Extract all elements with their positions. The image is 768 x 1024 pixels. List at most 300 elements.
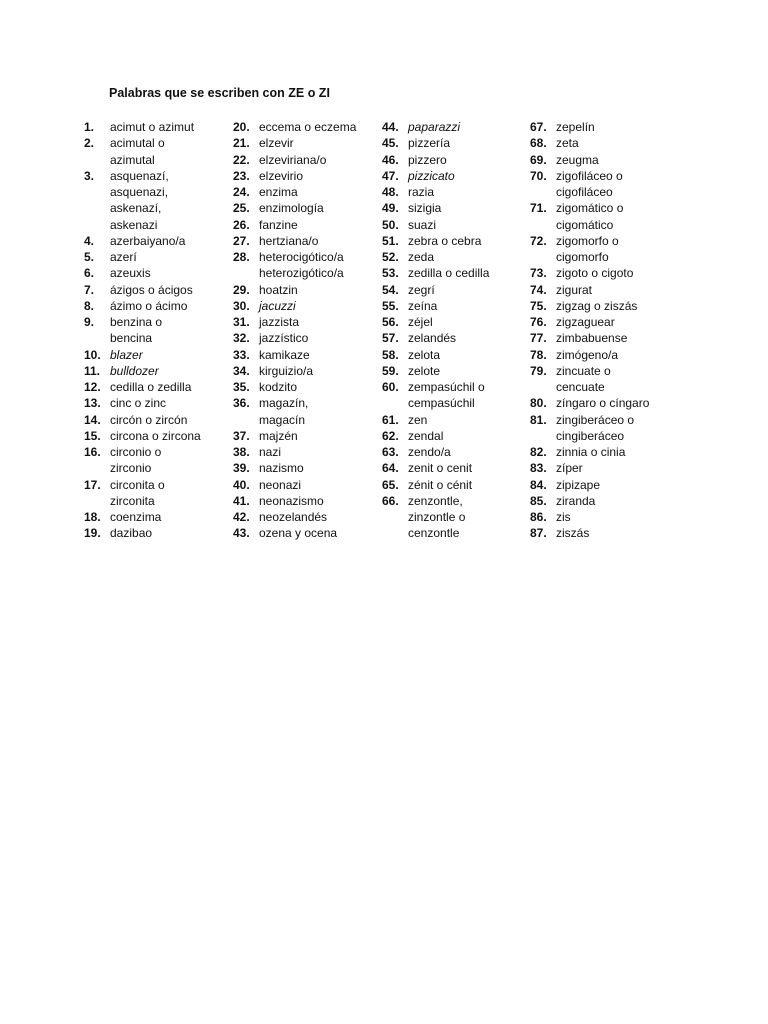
word-column-1 (84, 119, 201, 542)
item-number: 7. (84, 282, 95, 297)
list-item (382, 363, 489, 379)
word-text: pizzicato (408, 168, 455, 183)
item-number: 6. (84, 266, 95, 281)
word-text: heterocigótico/a (259, 250, 344, 264)
word-text: nazi (259, 445, 282, 459)
word-text: cempasúchil (408, 396, 475, 411)
list-item (84, 428, 201, 444)
item-words (408, 168, 455, 184)
list-item (530, 330, 649, 346)
word-text: zeugma (556, 152, 599, 167)
item-words (408, 217, 436, 233)
list-item (233, 363, 356, 379)
word-text: pizzero (408, 152, 447, 167)
item-number: 73. (530, 266, 547, 281)
item-words (556, 363, 611, 396)
item-words (110, 509, 161, 525)
list-item (233, 428, 356, 444)
list-item (382, 119, 489, 135)
word-text: kamikaze (259, 347, 310, 362)
item-words (259, 168, 303, 184)
word-text: jacuzzi (259, 298, 296, 313)
item-words (110, 363, 159, 379)
word-text: zirconio (110, 461, 152, 476)
item-words (556, 233, 619, 266)
item-number: 24. (233, 185, 250, 199)
list-item (382, 444, 489, 460)
list-item (233, 330, 356, 346)
item-number: 3. (84, 168, 95, 183)
item-number: 14. (84, 412, 101, 427)
item-words (259, 217, 298, 233)
word-text: zebra o cebra (408, 233, 482, 248)
item-words (110, 314, 162, 347)
list-item (233, 395, 356, 428)
word-text: ozena y ocena (259, 526, 338, 541)
list-item (233, 135, 356, 151)
list-item (84, 282, 201, 298)
item-number: 31. (233, 315, 250, 329)
list-item (382, 282, 489, 298)
item-words (408, 298, 437, 314)
item-words (259, 509, 327, 525)
list-item (233, 444, 356, 460)
list-item (382, 298, 489, 314)
word-text: neonazi (259, 477, 302, 492)
word-text: enzimología (259, 201, 324, 216)
word-text: zendo/a (408, 445, 451, 459)
item-number: 18. (84, 510, 101, 524)
item-number: 34. (233, 363, 250, 378)
word-text: bulldozer (110, 363, 159, 378)
list-item (84, 314, 201, 347)
word-column-2 (233, 119, 356, 542)
word-text: askenazi (110, 217, 158, 232)
item-number: 86. (530, 510, 547, 524)
item-number: 78. (530, 347, 547, 362)
item-words (556, 200, 623, 233)
item-number: 13. (84, 396, 101, 411)
word-text: cigomorfo (556, 250, 609, 264)
list-item (84, 347, 201, 363)
word-text: zelote (408, 363, 441, 378)
word-text: magacín (259, 412, 306, 427)
word-text: neonazismo (259, 493, 324, 508)
list-item (530, 363, 649, 396)
item-number: 56. (382, 315, 399, 329)
item-number: 65. (382, 477, 399, 492)
word-text: zéjel (408, 315, 433, 329)
item-words (110, 282, 193, 298)
list-item (233, 184, 356, 200)
item-number: 59. (382, 363, 399, 378)
list-item (233, 233, 356, 249)
word-text: zendal (408, 428, 444, 443)
item-number: 80. (530, 396, 547, 411)
item-number: 4. (84, 233, 95, 248)
item-number: 49. (382, 201, 399, 216)
item-words (259, 347, 310, 363)
word-text: ázimo o ácimo (110, 298, 188, 313)
word-column-4 (530, 119, 649, 542)
item-words (259, 298, 296, 314)
list-item (84, 379, 201, 395)
word-text: zinzontle o (408, 510, 466, 524)
item-words (408, 330, 456, 346)
list-item (382, 477, 489, 493)
item-number: 61. (382, 412, 399, 427)
word-text: zeína (408, 298, 438, 313)
item-number: 71. (530, 201, 547, 216)
list-item (530, 509, 649, 525)
word-text: zíngaro o cíngaro (556, 396, 650, 411)
item-number: 43. (233, 526, 250, 541)
item-number: 22. (233, 152, 250, 167)
item-number: 28. (233, 250, 250, 264)
item-words (408, 460, 472, 476)
list-item (84, 135, 201, 168)
item-words (408, 119, 460, 135)
word-text: zegrí (408, 282, 435, 297)
item-number: 51. (382, 233, 399, 248)
word-text: bencina (110, 331, 153, 346)
word-text: coenzima (110, 510, 162, 524)
list-item (84, 168, 201, 233)
item-words (110, 525, 152, 541)
word-text: dazibao (110, 526, 153, 541)
list-item (233, 314, 356, 330)
item-words (408, 249, 434, 265)
item-number: 72. (530, 233, 547, 248)
word-text: zirconita (110, 493, 155, 508)
item-number: 62. (382, 428, 399, 443)
item-number: 70. (530, 168, 547, 183)
list-item (530, 412, 649, 445)
list-item (530, 525, 649, 541)
item-number: 67. (530, 120, 547, 134)
item-number: 8. (84, 298, 95, 313)
item-number: 54. (382, 282, 399, 297)
item-number: 46. (382, 152, 399, 167)
list-item (233, 119, 356, 135)
item-number: 79. (530, 363, 547, 378)
list-item (233, 217, 356, 233)
list-item (530, 282, 649, 298)
word-text: askenazí, (110, 201, 162, 216)
word-text: razia (408, 185, 435, 199)
word-text: zimógeno/a (556, 347, 619, 362)
list-item (382, 184, 489, 200)
word-text: fanzine (259, 217, 298, 232)
item-number: 23. (233, 168, 250, 183)
word-text: magazín, (259, 396, 309, 411)
list-item (382, 233, 489, 249)
word-text: nazismo (259, 461, 304, 476)
list-item (382, 314, 489, 330)
word-text: zíper (556, 461, 583, 476)
list-item (233, 525, 356, 541)
item-words (110, 444, 161, 477)
item-number: 87. (530, 526, 547, 541)
item-words (408, 200, 441, 216)
item-number: 21. (233, 136, 250, 151)
item-words (408, 184, 434, 200)
word-text: acimutal o (110, 136, 165, 151)
word-text: zelota (408, 347, 441, 362)
list-item (84, 412, 201, 428)
list-item (530, 314, 649, 330)
list-item (233, 152, 356, 168)
list-item (530, 444, 649, 460)
word-text: asquenazí, (110, 168, 169, 183)
item-words (556, 119, 595, 135)
list-item (233, 200, 356, 216)
word-text: sizigia (408, 201, 442, 216)
item-words (259, 363, 313, 379)
list-item (530, 395, 649, 411)
item-words (259, 460, 304, 476)
item-words (259, 525, 337, 541)
item-words (408, 314, 433, 330)
item-words (110, 428, 201, 444)
word-text: zigomorfo o (556, 233, 619, 248)
item-words (408, 444, 451, 460)
word-text: eccema o eczema (259, 120, 357, 134)
item-words (408, 412, 427, 428)
word-text: hertziana/o (259, 233, 319, 248)
list-item (84, 363, 201, 379)
item-number: 10. (84, 347, 101, 362)
item-number: 30. (233, 298, 250, 313)
item-words (408, 282, 435, 298)
word-text: zis (556, 510, 571, 524)
item-number: 45. (382, 136, 399, 151)
item-number: 68. (530, 136, 547, 151)
item-words (556, 152, 599, 168)
item-words (110, 168, 169, 233)
item-number: 36. (233, 396, 250, 411)
item-number: 66. (382, 493, 399, 508)
item-number: 63. (382, 445, 399, 459)
list-item (530, 200, 649, 233)
item-number: 76. (530, 315, 547, 329)
item-words (259, 477, 301, 493)
item-words (110, 119, 194, 135)
word-text: zenit o cenit (408, 461, 473, 476)
list-item (84, 477, 201, 510)
item-number: 57. (382, 331, 399, 346)
item-words (259, 314, 299, 330)
word-text: circonio o (110, 445, 162, 459)
item-number: 55. (382, 298, 399, 313)
item-words (556, 168, 623, 201)
item-words (259, 233, 318, 249)
word-text: paparazzi (408, 120, 461, 134)
item-words (556, 444, 625, 460)
item-words (556, 493, 595, 509)
list-item (382, 428, 489, 444)
item-words (556, 525, 589, 541)
word-text: azeuxis (110, 266, 151, 281)
list-item (382, 460, 489, 476)
word-text: zénit o cénit (408, 477, 473, 492)
item-words (110, 379, 191, 395)
item-words (556, 412, 634, 445)
item-words (110, 298, 187, 314)
item-words (556, 135, 579, 151)
item-words (408, 428, 443, 444)
item-words (556, 347, 618, 363)
item-words (556, 314, 615, 330)
word-text: azimutal (110, 152, 155, 167)
list-item (233, 298, 356, 314)
list-item (233, 249, 356, 282)
word-text: elzevirio (259, 168, 304, 183)
word-text: zen (408, 412, 428, 427)
item-words (259, 379, 297, 395)
list-item (382, 135, 489, 151)
item-words (556, 330, 627, 346)
list-item (530, 460, 649, 476)
word-text: blazer (110, 347, 143, 362)
item-number: 47. (382, 168, 399, 183)
word-text: jazzístico (259, 331, 309, 346)
word-text: cencuate (556, 380, 605, 394)
list-item (382, 249, 489, 265)
item-words (259, 152, 326, 168)
item-number: 39. (233, 461, 250, 476)
item-words (408, 152, 447, 168)
item-number: 58. (382, 347, 399, 362)
item-words (110, 477, 165, 510)
word-text: zipizape (556, 477, 601, 492)
word-text: hoatzin (259, 282, 298, 297)
word-text: pizzería (408, 136, 451, 151)
list-item (233, 509, 356, 525)
item-words (556, 265, 633, 281)
word-text: zepelín (556, 120, 595, 134)
item-number: 42. (233, 510, 250, 524)
list-item (530, 347, 649, 363)
word-text: kirguizio/a (259, 363, 314, 378)
item-words (110, 265, 151, 281)
item-words (259, 119, 356, 135)
word-text: circón o zircón (110, 412, 188, 427)
word-text: azerbaiyano/a (110, 233, 186, 248)
item-number: 35. (233, 380, 250, 394)
item-words (556, 298, 637, 314)
word-text: elzevir (259, 136, 294, 151)
item-words (259, 249, 344, 282)
word-text: zigofiláceo o (556, 168, 623, 183)
word-text: zedilla o cedilla (408, 266, 490, 281)
item-words (110, 412, 187, 428)
item-words (408, 363, 440, 379)
item-words (110, 249, 137, 265)
item-number: 37. (233, 428, 250, 443)
word-text: azerí (110, 250, 137, 264)
item-number: 17. (84, 477, 101, 492)
word-text: zigzaguear (556, 315, 615, 329)
list-item (530, 233, 649, 266)
item-words (408, 233, 481, 249)
item-number: 75. (530, 298, 547, 313)
word-text: jazzista (259, 315, 300, 329)
list-item (84, 395, 201, 411)
list-item (530, 119, 649, 135)
item-number: 26. (233, 217, 250, 232)
item-number: 11. (84, 363, 101, 378)
item-number: 19. (84, 526, 101, 541)
item-number: 50. (382, 217, 399, 232)
list-item (382, 168, 489, 184)
item-number: 32. (233, 331, 250, 346)
word-text: elzeviriana/o (259, 152, 327, 167)
item-words (259, 184, 298, 200)
item-number: 9. (84, 315, 95, 329)
word-text: enzima (259, 185, 298, 199)
list-item (530, 477, 649, 493)
item-number: 60. (382, 380, 399, 394)
list-item (530, 298, 649, 314)
word-text: circona o zircona (110, 428, 201, 443)
word-text: cedilla o zedilla (110, 380, 192, 394)
item-number: 81. (530, 412, 547, 427)
word-text: cingiberáceo (556, 428, 625, 443)
item-words (259, 330, 308, 346)
word-text: acimut o azimut (110, 120, 195, 134)
word-text: heterozigótico/a (259, 266, 344, 281)
word-text: zincuate o (556, 363, 611, 378)
word-text: ziszás (556, 526, 590, 541)
item-words (110, 233, 185, 249)
item-words (408, 493, 465, 542)
item-words (408, 135, 450, 151)
list-item (84, 509, 201, 525)
item-words (259, 428, 298, 444)
item-number: 82. (530, 445, 547, 459)
item-words (556, 282, 592, 298)
item-number: 29. (233, 282, 250, 297)
item-number: 48. (382, 185, 399, 199)
item-words (259, 395, 308, 428)
item-number: 27. (233, 233, 250, 248)
item-number: 44. (382, 120, 399, 134)
item-words (408, 477, 472, 493)
item-number: 64. (382, 461, 399, 476)
list-item (382, 200, 489, 216)
item-number: 2. (84, 136, 95, 151)
word-text: suazi (408, 217, 437, 232)
list-item (382, 217, 489, 233)
list-item (382, 330, 489, 346)
item-words (110, 395, 166, 411)
item-number: 74. (530, 282, 547, 297)
word-text: zeda (408, 250, 435, 264)
item-number: 77. (530, 331, 547, 346)
list-item (382, 493, 489, 542)
word-text: circonita o (110, 477, 165, 492)
word-text: zimbabuense (556, 331, 628, 346)
word-text: zelandés (408, 331, 457, 346)
item-words (259, 200, 324, 216)
list-item (382, 152, 489, 168)
list-item (530, 493, 649, 509)
word-text: zeta (556, 136, 579, 151)
word-text: zigurat (556, 282, 593, 297)
list-item (84, 265, 201, 281)
list-item (233, 282, 356, 298)
